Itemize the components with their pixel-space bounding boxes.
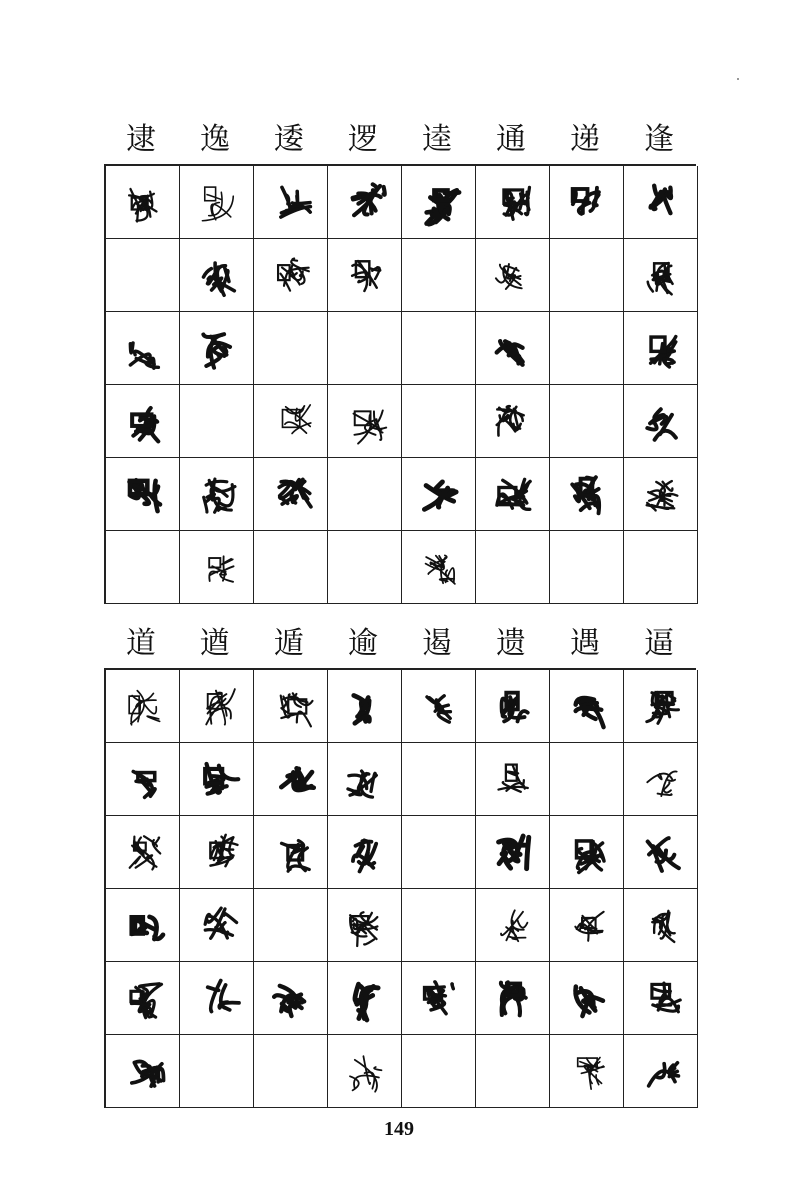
top-cell-r4-c2: [254, 458, 328, 531]
ancient-glyph-icon: [180, 458, 253, 530]
ancient-glyph-icon: [476, 458, 549, 530]
ancient-glyph-icon: [476, 962, 549, 1034]
ancient-glyph-icon: [254, 670, 327, 742]
ancient-glyph-icon: [402, 531, 475, 603]
ancient-glyph-icon: [476, 385, 549, 457]
top-cell-r2-c5: [476, 312, 550, 385]
bottom-cell-r5-c1: [180, 1035, 254, 1108]
bottom-cell-r3-c4: [402, 889, 476, 962]
top-cell-r4-c3: [328, 458, 402, 531]
bottom-cell-r5-c7: [624, 1035, 698, 1108]
bottom-cell-r1-c1: [180, 743, 254, 816]
top-cell-r5-c3: [328, 531, 402, 604]
bottom-cell-r2-c2: [254, 816, 328, 889]
ancient-glyph-icon: [254, 962, 327, 1034]
top-header-1: 逸: [200, 122, 230, 157]
bottom-cell-r3-c2: [254, 889, 328, 962]
bottom-cell-r5-c2: [254, 1035, 328, 1108]
bottom-cell-r5-c0: [106, 1035, 180, 1108]
seal-script-table-bottom: [104, 668, 696, 1108]
ancient-glyph-icon: [476, 312, 549, 384]
bottom-cell-r4-c3: [328, 962, 402, 1035]
bottom-header-6: 遇: [570, 626, 600, 661]
top-cell-r5-c7: [624, 531, 698, 604]
top-cell-r5-c2: [254, 531, 328, 604]
ancient-glyph-icon: [106, 962, 179, 1034]
ancient-glyph-icon: [106, 889, 179, 961]
ancient-glyph-icon: [180, 312, 253, 384]
top-cell-r5-c6: [550, 531, 624, 604]
ancient-glyph-icon: [624, 385, 697, 457]
ancient-glyph-icon: [328, 743, 401, 815]
top-cell-r2-c2: [254, 312, 328, 385]
top-cell-r3-c7: [624, 385, 698, 458]
top-cell-r0-c3: [328, 166, 402, 239]
ancient-glyph-icon: [624, 166, 697, 238]
bottom-cell-r1-c3: [328, 743, 402, 816]
top-cell-r1-c2: [254, 239, 328, 312]
bottom-cell-r3-c5: [476, 889, 550, 962]
top-cell-r1-c0: [106, 239, 180, 312]
bottom-cell-r5-c6: [550, 1035, 624, 1108]
ancient-glyph-icon: [180, 166, 253, 238]
ancient-glyph-icon: [624, 458, 697, 530]
bottom-header-2: 遁: [274, 626, 304, 661]
top-cell-r4-c7: [624, 458, 698, 531]
bottom-cell-r2-c5: [476, 816, 550, 889]
ancient-glyph-icon: [328, 889, 401, 961]
bottom-header-3: 逾: [348, 626, 378, 661]
top-header-3: 逻: [348, 122, 378, 157]
top-cell-r3-c3: [328, 385, 402, 458]
ancient-glyph-icon: [624, 743, 697, 815]
ancient-glyph-icon: [254, 816, 327, 888]
bottom-cell-r0-c5: [476, 670, 550, 743]
ancient-glyph-icon: [254, 458, 327, 530]
top-header-7: 逢: [644, 122, 674, 157]
bottom-cell-r0-c6: [550, 670, 624, 743]
top-cell-r1-c1: [180, 239, 254, 312]
bottom-cell-r3-c3: [328, 889, 402, 962]
top-cell-r3-c4: [402, 385, 476, 458]
bottom-cell-r3-c0: [106, 889, 180, 962]
top-cell-r3-c0: [106, 385, 180, 458]
ancient-glyph-icon: [624, 239, 697, 311]
ancient-glyph-icon: [328, 239, 401, 311]
ancient-glyph-icon: [180, 239, 253, 311]
ancient-glyph-icon: [328, 166, 401, 238]
ancient-glyph-icon: [402, 962, 475, 1034]
ancient-glyph-icon: [476, 166, 549, 238]
bottom-cell-r1-c0: [106, 743, 180, 816]
top-cell-r3-c2: [254, 385, 328, 458]
ancient-glyph-icon: [550, 889, 623, 961]
ancient-glyph-icon: [550, 962, 623, 1034]
top-header-2: 逶: [274, 122, 304, 157]
bottom-cell-r2-c4: [402, 816, 476, 889]
ancient-glyph-icon: [106, 458, 179, 530]
top-cell-r3-c5: [476, 385, 550, 458]
ancient-glyph-icon: [254, 743, 327, 815]
top-header-5: 通: [496, 122, 526, 157]
top-cell-r5-c4: [402, 531, 476, 604]
bottom-cell-r2-c0: [106, 816, 180, 889]
top-cell-r1-c6: [550, 239, 624, 312]
top-cell-r4-c6: [550, 458, 624, 531]
ancient-glyph-icon: [106, 312, 179, 384]
bottom-cell-r2-c7: [624, 816, 698, 889]
bottom-cell-r0-c0: [106, 670, 180, 743]
bottom-cell-r1-c5: [476, 743, 550, 816]
ancient-glyph-icon: [550, 166, 623, 238]
ancient-glyph-icon: [476, 670, 549, 742]
ancient-glyph-icon: [476, 816, 549, 888]
top-cell-r2-c7: [624, 312, 698, 385]
ancient-glyph-icon: [328, 385, 401, 457]
top-cell-r0-c5: [476, 166, 550, 239]
bottom-header-5: 遗: [496, 626, 526, 661]
bottom-cell-r0-c2: [254, 670, 328, 743]
bottom-cell-r4-c5: [476, 962, 550, 1035]
top-cell-r1-c3: [328, 239, 402, 312]
ancient-glyph-icon: [106, 670, 179, 742]
ancient-glyph-icon: [106, 816, 179, 888]
top-header-6: 递: [570, 122, 600, 157]
column-headers-bottom: [104, 622, 696, 666]
column-headers-top: [104, 118, 696, 162]
top-cell-r5-c1: [180, 531, 254, 604]
top-cell-r2-c0: [106, 312, 180, 385]
bottom-cell-r4-c4: [402, 962, 476, 1035]
ancient-glyph-icon: [624, 670, 697, 742]
top-cell-r0-c1: [180, 166, 254, 239]
bottom-cell-r1-c7: [624, 743, 698, 816]
ancient-glyph-icon: [254, 385, 327, 457]
ancient-glyph-icon: [624, 962, 697, 1034]
bottom-header-4: 遏: [422, 626, 452, 661]
bottom-cell-r5-c3: [328, 1035, 402, 1108]
top-cell-r1-c4: [402, 239, 476, 312]
bottom-cell-r0-c1: [180, 670, 254, 743]
bottom-cell-r5-c5: [476, 1035, 550, 1108]
ancient-glyph-icon: [550, 670, 623, 742]
top-cell-r3-c1: [180, 385, 254, 458]
ancient-glyph-icon: [476, 889, 549, 961]
ancient-glyph-icon: [402, 458, 475, 530]
top-cell-r2-c6: [550, 312, 624, 385]
bottom-cell-r2-c6: [550, 816, 624, 889]
seal-script-table-top: [104, 164, 696, 604]
ancient-glyph-icon: [180, 531, 253, 603]
ancient-glyph-icon: [624, 1035, 697, 1107]
top-cell-r2-c1: [180, 312, 254, 385]
ancient-glyph-icon: [402, 670, 475, 742]
top-cell-r4-c4: [402, 458, 476, 531]
bottom-cell-r4-c6: [550, 962, 624, 1035]
bottom-cell-r1-c2: [254, 743, 328, 816]
top-cell-r4-c0: [106, 458, 180, 531]
ancient-glyph-icon: [624, 889, 697, 961]
top-cell-r2-c4: [402, 312, 476, 385]
ancient-glyph-icon: [476, 239, 549, 311]
ancient-glyph-icon: [254, 166, 327, 238]
top-cell-r2-c3: [328, 312, 402, 385]
ancient-glyph-icon: [402, 166, 475, 238]
top-cell-r1-c7: [624, 239, 698, 312]
bottom-cell-r0-c3: [328, 670, 402, 743]
top-header-4: 逵: [422, 122, 452, 157]
top-cell-r4-c1: [180, 458, 254, 531]
bottom-cell-r5-c4: [402, 1035, 476, 1108]
ancient-glyph-icon: [550, 458, 623, 530]
bottom-cell-r4-c2: [254, 962, 328, 1035]
bottom-header-1: 遒: [200, 626, 230, 661]
top-cell-r3-c6: [550, 385, 624, 458]
ancient-glyph-icon: [106, 166, 179, 238]
bottom-header-0: 道: [126, 626, 156, 661]
bottom-cell-r4-c1: [180, 962, 254, 1035]
top-cell-r0-c2: [254, 166, 328, 239]
bottom-header-7: 逼: [644, 626, 674, 661]
ancient-glyph-icon: [624, 816, 697, 888]
ancient-glyph-icon: [254, 239, 327, 311]
bottom-cell-r2-c1: [180, 816, 254, 889]
bottom-cell-r0-c7: [624, 670, 698, 743]
ancient-glyph-icon: [180, 816, 253, 888]
ancient-glyph-icon: [180, 670, 253, 742]
page-number: 149: [384, 1118, 414, 1140]
bottom-cell-r2-c3: [328, 816, 402, 889]
top-cell-r5-c5: [476, 531, 550, 604]
top-cell-r0-c7: [624, 166, 698, 239]
top-cell-r0-c4: [402, 166, 476, 239]
top-cell-r0-c0: [106, 166, 180, 239]
ancient-glyph-icon: [180, 962, 253, 1034]
bottom-cell-r3-c6: [550, 889, 624, 962]
bottom-cell-r4-c0: [106, 962, 180, 1035]
scan-speck: [737, 78, 739, 80]
ancient-glyph-icon: [550, 816, 623, 888]
ancient-glyph-icon: [106, 1035, 179, 1107]
bottom-cell-r4-c7: [624, 962, 698, 1035]
top-cell-r1-c5: [476, 239, 550, 312]
ancient-glyph-icon: [180, 889, 253, 961]
ancient-glyph-icon: [328, 1035, 401, 1107]
ancient-glyph-icon: [328, 670, 401, 742]
ancient-glyph-icon: [106, 385, 179, 457]
ancient-glyph-icon: [180, 743, 253, 815]
bottom-cell-r1-c4: [402, 743, 476, 816]
top-cell-r4-c5: [476, 458, 550, 531]
bottom-cell-r3-c7: [624, 889, 698, 962]
ancient-glyph-icon: [550, 1035, 623, 1107]
top-cell-r0-c6: [550, 166, 624, 239]
ancient-glyph-icon: [476, 743, 549, 815]
ancient-glyph-icon: [328, 962, 401, 1034]
ancient-glyph-icon: [328, 816, 401, 888]
ancient-glyph-icon: [106, 743, 179, 815]
bottom-cell-r3-c1: [180, 889, 254, 962]
top-header-0: 逮: [126, 122, 156, 157]
bottom-cell-r1-c6: [550, 743, 624, 816]
top-cell-r5-c0: [106, 531, 180, 604]
bottom-cell-r0-c4: [402, 670, 476, 743]
ancient-glyph-icon: [624, 312, 697, 384]
